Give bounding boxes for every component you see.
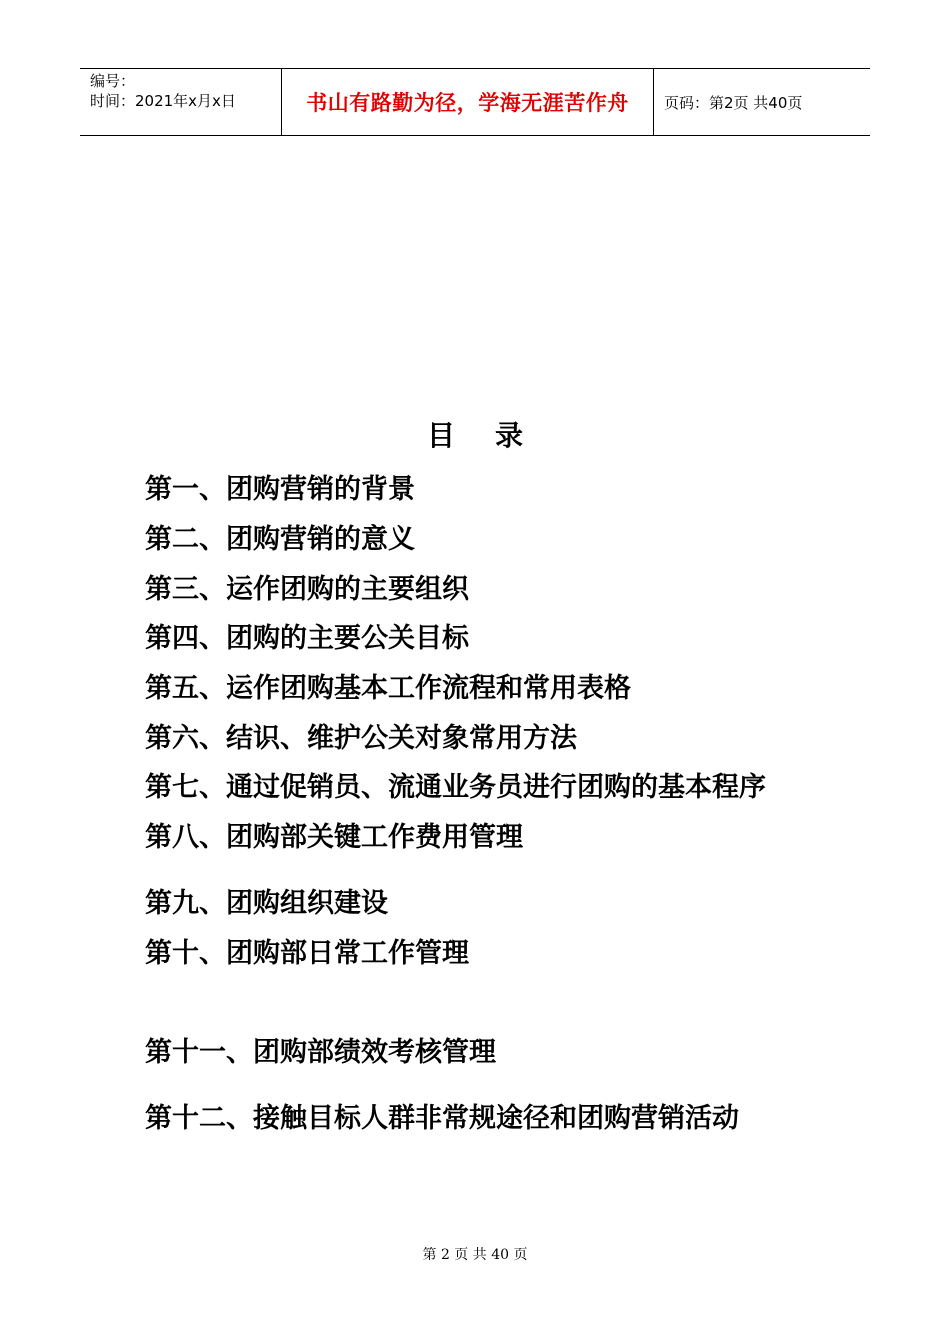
header-page-cell	[654, 69, 870, 135]
toc-item-9: 第九、团购组织建设	[145, 888, 388, 919]
toc-title: 目录	[426, 419, 563, 452]
toc-item-6: 第六、结识、维护公关对象常用方法	[145, 723, 577, 754]
toc-item-7: 第七、通过促销员、流通业务员进行团购的基本程序	[145, 772, 766, 803]
page-footer: 第 2 页 共 40 页	[422, 1247, 528, 1263]
page-header	[80, 68, 870, 136]
toc-item-10: 第十、团购部日常工作管理	[145, 938, 469, 969]
toc-item-4: 第四、团购的主要公关目标	[145, 623, 469, 654]
toc-item-2: 第二、团购营销的意义	[145, 524, 415, 555]
toc-item-1: 第一、团购营销的背景	[145, 474, 415, 505]
document-time-label: 时间：2021年x月x日	[90, 92, 236, 110]
document-number-label: 编号：	[90, 72, 136, 90]
header-meta	[80, 69, 282, 135]
header-page-number: 页码：第2页 共40页	[664, 93, 803, 112]
toc-item-11: 第十一、团购部绩效考核管理	[145, 1037, 496, 1068]
toc-item-8: 第八、团购部关键工作费用管理	[145, 822, 523, 853]
toc-item-5: 第五、运作团购基本工作流程和常用表格	[145, 673, 631, 704]
header-motto: 书山有路勤为径，学海无涯苦作舟	[306, 91, 629, 115]
header-motto-cell	[282, 69, 654, 135]
toc-item-3: 第三、运作团购的主要组织	[145, 574, 469, 605]
toc-item-12: 第十二、接触目标人群非常规途径和团购营销活动	[145, 1103, 739, 1134]
